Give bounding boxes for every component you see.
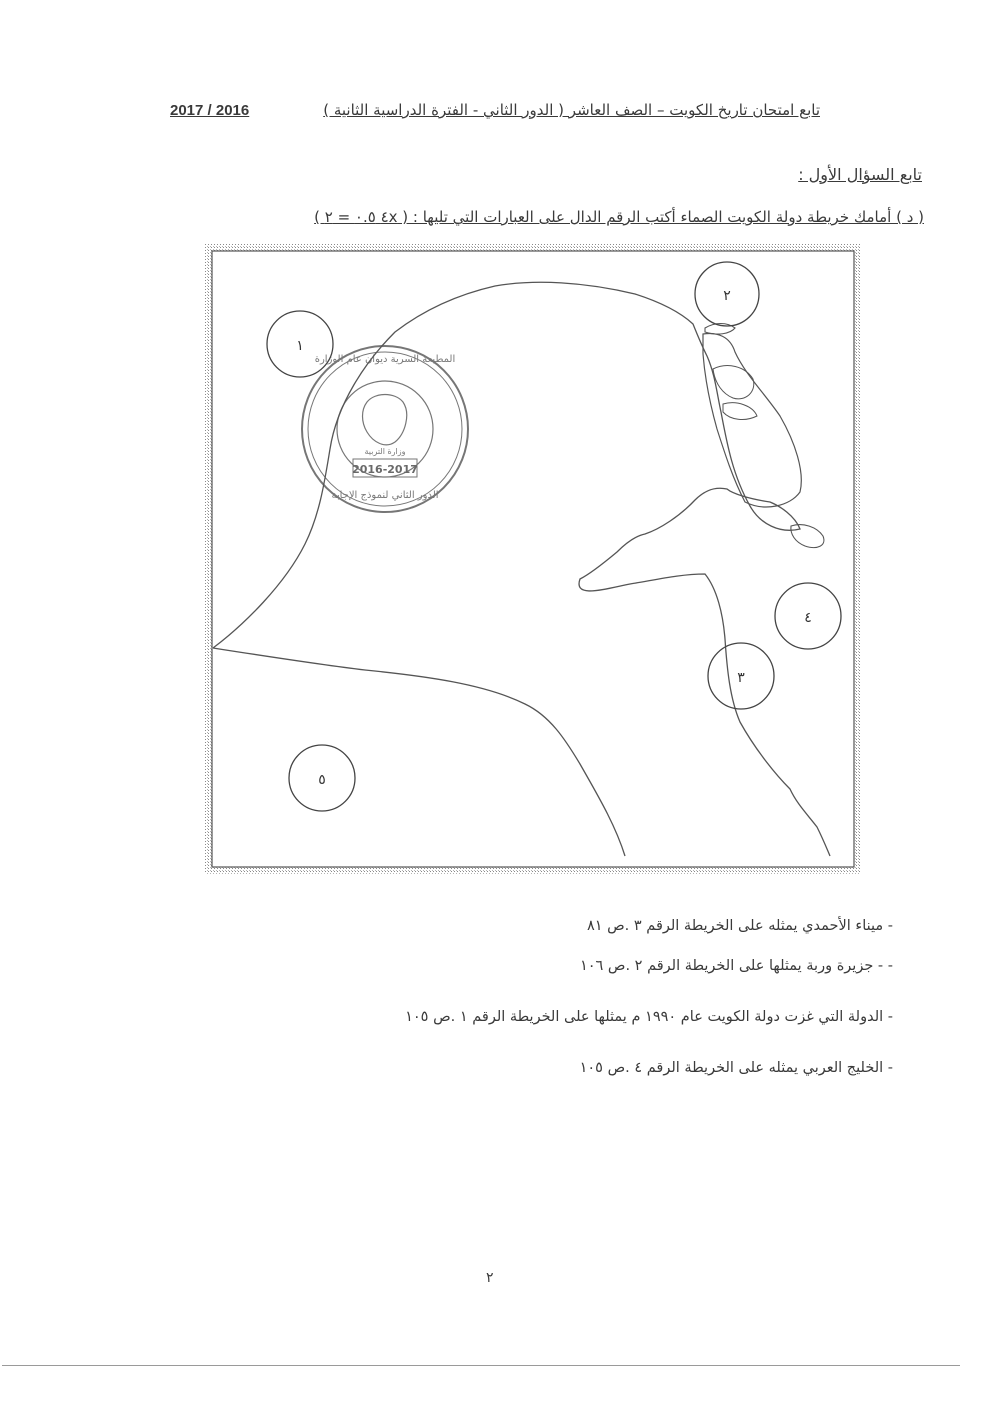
page-number: ٢: [486, 1270, 494, 1286]
answer-item: - ميناء الأحمدي يمثله على الخريطة الرقم ٣ .ص ٨١: [586, 918, 893, 934]
section-title: تابع السؤال الأول :: [798, 165, 922, 184]
exam-title: تابع امتحان تاريخ الكويت – الصف العاشر ( الدور الثاني - الفترة الدراسية الثانية ): [323, 101, 820, 119]
answer-item: - الدولة التي غزت دولة الكويت عام ١٩٩٠ م يمثلها على الخريطة الرقم ١ .ص ١٠٥: [405, 1009, 893, 1025]
kuwait-map: [205, 244, 861, 874]
exam-header: [170, 93, 820, 119]
footer-divider: [2, 1365, 960, 1366]
circle-4-label: ٤: [804, 610, 812, 626]
stamp-bottom-text: الدور الثاني لنموذج الإجابة: [331, 490, 439, 501]
answer-item: - - جزيرة وربة يمثلها على الخريطة الرقم ٢ .ص ١٠٦: [579, 958, 893, 974]
circle-2-label: ٢: [723, 288, 731, 304]
stamp-inner-text: وزارة التربية: [364, 447, 406, 456]
circle-5-label: ٥: [318, 772, 326, 788]
circle-1-label: ١: [296, 338, 304, 354]
exam-year: 2017 / 2016: [170, 102, 250, 119]
stamp-outer-text: المطبعة السرية ديوان عام الوزارة: [314, 354, 456, 365]
stamp-year: 2016-2017: [352, 463, 418, 476]
circle-3-label: ٣: [737, 670, 745, 686]
question-text: ( د ) أمامك خريطة دولة الكويت الصماء أكتب الرقم الدال على العبارات التي تليها : ( ٤x ٠.٥ = ٢ ): [314, 208, 924, 226]
answer-item: - الخليج العربي يمثله على الخريطة الرقم ٤ .ص ١٠٥: [579, 1060, 893, 1076]
